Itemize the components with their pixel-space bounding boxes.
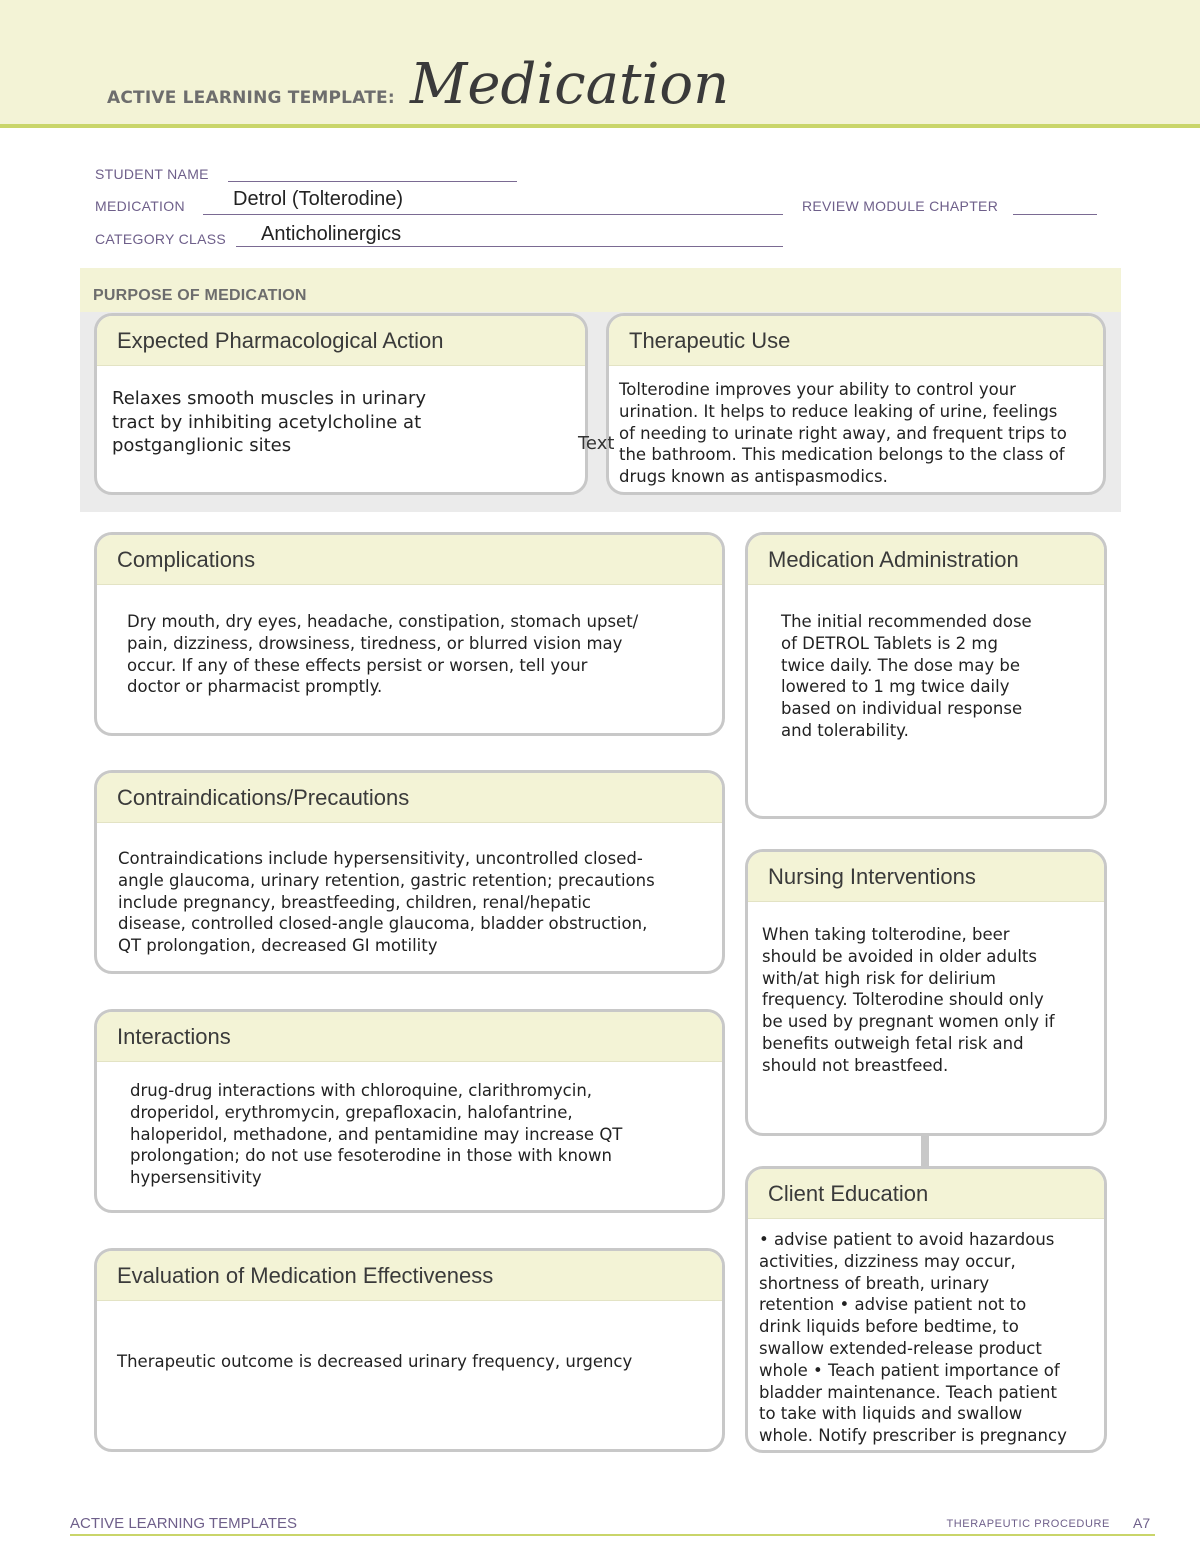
header-divider	[0, 124, 1200, 128]
expected-action-card	[94, 313, 588, 495]
expected-action-body[interactable]: Relaxes smooth muscles in urinary tract by inhibiting acetylcholine at postganglionic sites	[112, 388, 427, 456]
student-name-field[interactable]	[228, 181, 517, 182]
education-body[interactable]: • advise patient to avoid hazardous activities, dizziness may occur, shortness of breath, urinary retention • advise patient not to drink liquids before bedtime, to swallow extended-release product whole • Teach patient importance of bladder maintenance. Teach patient to take with liquids and swallow whole. Notify prescriber is pregnancy	[759, 1230, 1067, 1446]
evaluation-title: Evaluation of Medication Effectiveness	[97, 1251, 722, 1301]
evaluation-body[interactable]: Therapeutic outcome is decreased urinary frequency, urgency	[117, 1352, 633, 1371]
interactions-title: Interactions	[97, 1012, 722, 1062]
evaluation-card	[94, 1248, 725, 1452]
footer-divider	[70, 1534, 1155, 1536]
administration-body[interactable]: The initial recommended dose of DETROL Tablets is 2 mg twice daily. The dose may be lowered to 1 mg twice daily based on individual response and tolerability.	[781, 612, 1032, 740]
medication-label: MEDICATION	[95, 198, 185, 214]
stray-text-label: Text	[578, 433, 615, 454]
administration-title: Medication Administration	[748, 535, 1104, 585]
purpose-label: PURPOSE OF MEDICATION	[93, 287, 307, 304]
review-module-field[interactable]	[1013, 214, 1097, 215]
interactions-body[interactable]: drug-drug interactions with chloroquine, clarithromycin, droperidol, erythromycin, grepafloxacin, halofantrine, haloperidol, methadone, and pentamidine may increase QT prolongation; do not use fesoterodine in those with known hypersensitivity	[130, 1081, 623, 1188]
footer-section: THERAPEUTIC PROCEDURE	[946, 1518, 1110, 1530]
complications-title: Complications	[97, 535, 722, 585]
therapeutic-use-body[interactable]: Tolterodine improves your ability to control your urination. It helps to reduce leaking of urine, feelings of needing to urinate right away, and frequent trips to the bathroom. This medication belongs to the class of drugs known as antispasmodics.	[619, 380, 1067, 487]
category-class-field[interactable]	[236, 246, 783, 247]
therapeutic-use-card	[606, 313, 1106, 495]
medication-value: Detrol (Tolterodine)	[233, 188, 404, 210]
complications-card	[94, 532, 725, 736]
footer-left: ACTIVE LEARNING TEMPLATES	[70, 1515, 297, 1532]
contraindications-body[interactable]: Contraindications include hypersensitivity, uncontrolled closed- angle glaucoma, urinary retention, gastric retention; precautions include pregnancy, breastfeeding, children, renal/hepatic disease, controlled closed-angle glaucoma, bladder obstruction, QT prolongation, decreased GI motility	[118, 849, 655, 956]
page-number: A7	[1133, 1515, 1151, 1531]
expected-action-title: Expected Pharmacological Action	[97, 316, 585, 366]
education-title: Client Education	[748, 1169, 1104, 1219]
review-module-label: REVIEW MODULE CHAPTER	[802, 198, 999, 214]
interactions-card	[94, 1009, 725, 1213]
template-label: ACTIVE LEARNING TEMPLATE:	[107, 88, 395, 108]
student-name-label: STUDENT NAME	[95, 166, 209, 182]
nursing-body[interactable]: When taking tolterodine, beer should be avoided in older adults with/at high risk for delirium frequency. Tolterodine should only be used by pregnant women only if benefits outweigh fetal risk and should not breastfeed.	[762, 925, 1055, 1075]
card-connector	[921, 1135, 929, 1168]
nursing-card	[745, 849, 1107, 1136]
medication-field[interactable]	[203, 214, 783, 215]
contraindications-card	[94, 770, 725, 974]
therapeutic-use-title: Therapeutic Use	[609, 316, 1103, 366]
education-card	[745, 1166, 1107, 1453]
administration-card	[745, 532, 1107, 819]
contraindications-title: Contraindications/Precautions	[97, 773, 722, 823]
page-title: Medication	[410, 52, 730, 117]
complications-body[interactable]: Dry mouth, dry eyes, headache, constipation, stomach upset/ pain, dizziness, drowsiness, tiredness, or blurred vision may occur. If any of these effects persist or worsen, tell your doctor or pharmacist promptly.	[127, 612, 639, 697]
category-class-value: Anticholinergics	[261, 223, 402, 245]
category-class-label: CATEGORY CLASS	[95, 231, 227, 247]
nursing-title: Nursing Interventions	[748, 852, 1104, 902]
